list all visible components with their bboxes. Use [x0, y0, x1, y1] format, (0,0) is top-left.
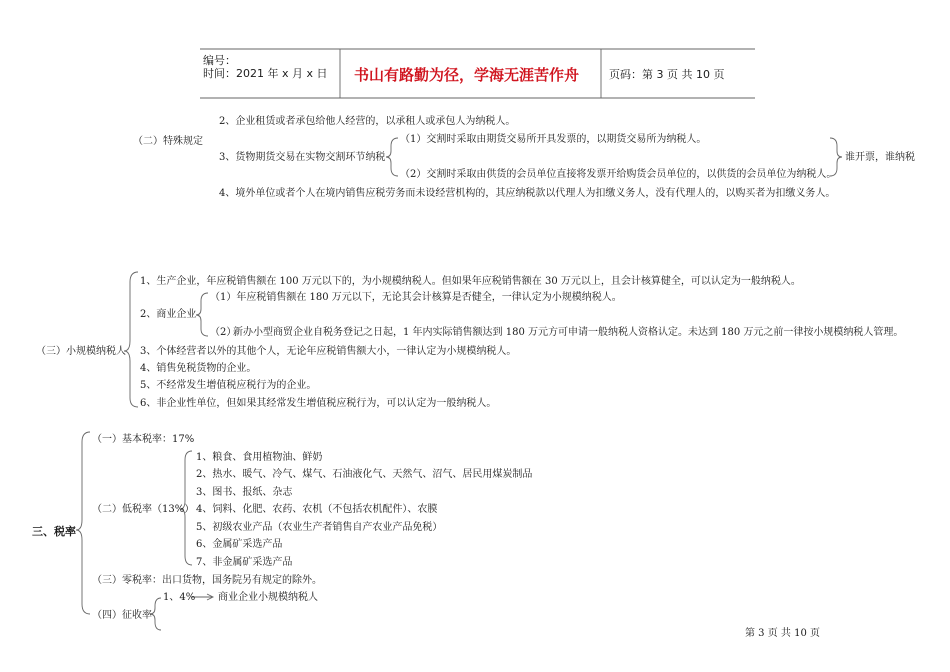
- special-sub-1: （1）交割时采取由期货交易所开具发票的，以期货交易所为纳税人。: [400, 134, 707, 145]
- special-rule: 谁开票，谁纳税: [845, 152, 915, 163]
- low-item-2: 2、热水、暖气、冷气、煤气、石油液化气、天然气、沼气、居民用煤炭制品: [196, 469, 533, 480]
- brace-small-taxpayer: [124, 272, 138, 407]
- rate-zero: （三）零税率：出口货物，国务院另有规定的除外。: [92, 575, 322, 586]
- rate-low: （二）低税率（13%）: [92, 504, 195, 515]
- brace-rates: [76, 432, 90, 614]
- header-motto: 书山有路勤为径，学海无涯苦作舟: [354, 66, 580, 84]
- special-item-2: 2、企业租赁或者承包给他人经营的，以承租人或承包人为纳税人。: [219, 116, 516, 127]
- low-item-1: 1、粮食、食用植物油、鲜奶: [196, 452, 323, 463]
- rate-levy: （四）征收率: [92, 610, 152, 621]
- small-item-3: 3、个体经营者以外的其他个人，无论年应税销售额大小，一律认定为小规模纳税人。: [140, 346, 517, 357]
- header-page: 页码：第 3 页 共 10 页: [609, 68, 725, 81]
- small-item-6: 6、非企业性单位，但如果其经常发生增值税应税行为，可以认定为一般纳税人。: [140, 398, 497, 409]
- small-item-2: 2、商业企业: [140, 309, 197, 320]
- low-item-4: 4、饲料、化肥、农药、农机（不包括农机配件）、农膜: [196, 504, 438, 515]
- brace-futures: [386, 138, 398, 176]
- small-sub-2-label: （2）: [210, 327, 237, 338]
- low-item-5: 5、初级农业产品（农业生产者销售自产农业产品免税）: [196, 522, 443, 533]
- low-item-3: 3、图书、报纸、杂志: [196, 487, 293, 498]
- brace-commercial: [196, 293, 208, 336]
- special-item-3: 3、货物期货交易在实物交割环节纳税: [219, 152, 386, 163]
- levy-item: 1、4%: [163, 592, 196, 603]
- small-item-4: 4、销售免税货物的企业。: [140, 363, 257, 374]
- small-sub-2: 新办小型商贸企业自税务登记之日起，1 年内实际销售额达到 180 万元方可申请一般纳税人资格认定。未达到 180 万元之前一律按小规模纳税人管理。: [233, 327, 904, 338]
- rates-title: 三、税率: [32, 525, 76, 538]
- low-item-6: 6、金属矿采选产品: [196, 539, 283, 550]
- header-number: 编号：: [203, 54, 236, 67]
- special-item-4: 4、境外单位或者个人在境内销售应税劳务而未设经营机构的，其应纳税款以代理人为扣缴义务人，没有代理人的，以购买者为扣缴义务人。: [219, 188, 836, 199]
- levy-target: 商业企业小规模纳税人: [218, 592, 318, 603]
- small-title: （三）小规模纳税人: [36, 346, 126, 357]
- small-sub-1: （1）年应税销售额在 180 万元以下，无论其会计核算是否健全，一律认定为小规模纳税人。: [210, 292, 622, 303]
- small-item-5: 5、不经常发生增值税应税行为的企业。: [140, 380, 317, 391]
- rate-basic: （一）基本税率：17%: [92, 434, 195, 445]
- special-sub-2: （2）交割时采取由供货的会员单位直接将发票开给购货会员单位的，以供货的会员单位为纳税人。: [400, 169, 837, 180]
- header-time: 时间：2021 年 x 月 x 日: [203, 67, 328, 80]
- special-title: （二）特殊规定: [133, 136, 203, 147]
- small-item-1: 1、生产企业，年应税销售额在 100 万元以下的，为小规模纳税人。但如果年应税销售额在 30 万元以上，且会计核算健全，可以认定为一般纳税人。: [140, 276, 801, 287]
- footer-page: 第 3 页 共 10 页: [745, 628, 820, 639]
- low-item-7: 7、非金属矿采选产品: [196, 557, 293, 568]
